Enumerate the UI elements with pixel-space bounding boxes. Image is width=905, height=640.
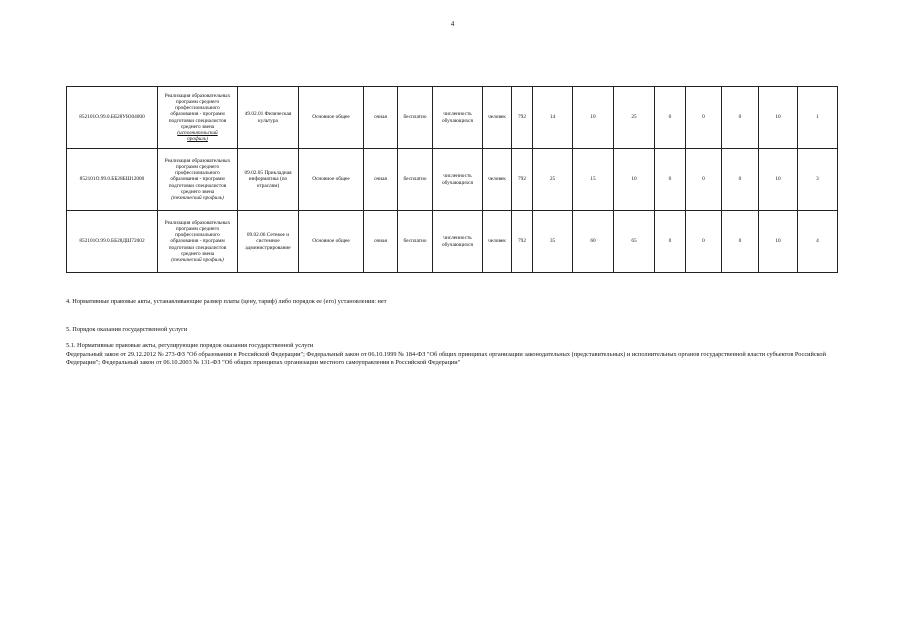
program-name-line: образования - программ — [170, 238, 225, 245]
table-row — [67, 149, 838, 211]
study-form: очная — [364, 149, 398, 211]
value-cell: 35 — [533, 211, 573, 273]
program-name-line: подготовки специалистов — [168, 182, 227, 189]
program-name-line: Реализация образовательных — [164, 157, 231, 164]
program-name-line: Реализация образовательных — [164, 92, 231, 99]
program-name-line: среднего звена — [180, 250, 215, 257]
value-cell: 65 — [614, 211, 655, 273]
value-cell: 0 — [655, 211, 686, 273]
program-name-line: Реализация образовательных — [164, 219, 231, 226]
unit-name: человек — [483, 149, 512, 211]
okei-code: 792 — [512, 87, 533, 149]
program-name — [158, 211, 238, 273]
value-cell: 0 — [686, 211, 722, 273]
okei-code: 792 — [512, 211, 533, 273]
payment-type: бесплатно — [398, 87, 433, 149]
value-cell: 25 — [533, 149, 573, 211]
payment-type: бесплатно — [398, 149, 433, 211]
program-name — [158, 87, 238, 149]
value-cell: 0 — [686, 149, 722, 211]
education-base: Основное общее — [299, 149, 364, 211]
program-profile-note: (технический профиль) — [171, 257, 224, 264]
deviation-percent: 10 — [759, 149, 798, 211]
value-cell: 0 — [686, 87, 722, 149]
unit-name: человек — [483, 211, 512, 273]
value-cell: 15 — [573, 149, 614, 211]
deviation-value: 1 — [798, 87, 838, 149]
section-4-fees: 4. Нормативные правовые акты, устанавливающие размер платы (цену, тариф) либо порядок ее (его) установления: нет — [66, 298, 387, 305]
program-name-line: среднего звена — [180, 123, 215, 130]
deviation-percent: 10 — [759, 87, 798, 149]
deviation-value: 4 — [798, 211, 838, 273]
registry-code: 852101О.99.0.ББ28УЮ04000 — [67, 87, 158, 149]
value-cell: 14 — [533, 87, 573, 149]
value-cell: 0 — [655, 87, 686, 149]
program-name-line: программ среднего — [175, 163, 220, 170]
payment-type: бесплатно — [398, 211, 433, 273]
services-volume-table — [66, 86, 838, 273]
deviation-value: 3 — [798, 149, 838, 211]
program-name-line: среднего звена — [180, 188, 215, 195]
program-name-line: профессионального — [175, 105, 220, 111]
program-profile-note: (исполнительский — [177, 130, 218, 136]
specialty: 09.02.05 Прикладная информатика (по отраслям) — [238, 149, 299, 211]
value-cell: 0 — [655, 149, 686, 211]
table-row — [67, 211, 838, 273]
specialty: 09.02.06 Сетевое и системное администрирование — [238, 211, 299, 273]
section-5-1-heading: 5.1. Нормативные правовые акты, регулирующие порядок оказания государственной услуги — [66, 342, 314, 349]
program-name-line: подготовки специалистов — [168, 117, 227, 124]
indicator-name: численность обучающихся — [433, 149, 483, 211]
indicator-name: численность обучающихся — [433, 87, 483, 149]
section-5-heading: 5. Порядок оказания государственной услуги — [66, 326, 188, 333]
deviation-percent: 10 — [759, 211, 798, 273]
indicator-name: численность обучающихся — [433, 211, 483, 273]
value-cell: 0 — [722, 211, 759, 273]
page-number: 4 — [450, 20, 455, 28]
value-cell: 0 — [722, 149, 759, 211]
program-name-line: образования - программ — [170, 176, 225, 183]
program-name-line: профессионального — [175, 232, 220, 239]
program-name-line: подготовки специалистов — [168, 244, 227, 251]
program-name — [158, 149, 238, 211]
program-name-line: программ среднего — [175, 225, 220, 232]
program-profile-note: профиль) — [187, 136, 208, 143]
legal-acts-text: Федеральный закон от 29.12.2012 № 273-ФЗ "Об образовании в Российской Федерации"; Федеральный закон от 06.10.1999 № 184-ФЗ "Об общих принципах организации законодательных (представительных) и исполнительных органов государственной власти субъектов Российской Федерации"; Федеральный закон от 06.10.2003 № 131-ФЗ "Об общих принципах организации местного самоуправления в Российской Федерации" — [66, 351, 826, 367]
registry-code: 852101О.99.0.ББ28БШ12000 — [67, 149, 158, 211]
study-form: очная — [364, 211, 398, 273]
okei-code: 792 — [512, 149, 533, 211]
unit-name: человек — [483, 87, 512, 149]
value-cell: 25 — [614, 87, 655, 149]
program-name-line: программ среднего — [175, 98, 220, 105]
education-base: Основное общее — [299, 211, 364, 273]
program-profile-note: (технический профиль) — [171, 195, 224, 202]
study-form: очная — [364, 87, 398, 149]
value-cell: 10 — [573, 87, 614, 149]
specialty: 49.02.01 Физическая культура — [238, 87, 299, 149]
registry-code: 852101О.99.0.ББ28ДШ72002 — [67, 211, 158, 273]
education-base: Основное общее — [299, 87, 364, 149]
value-cell: 0 — [722, 87, 759, 149]
program-name-line: профессионального — [175, 170, 220, 177]
program-name-line: образования - программ — [170, 111, 225, 118]
value-cell: 60 — [573, 211, 614, 273]
value-cell: 10 — [614, 149, 655, 211]
table-row — [67, 87, 838, 149]
